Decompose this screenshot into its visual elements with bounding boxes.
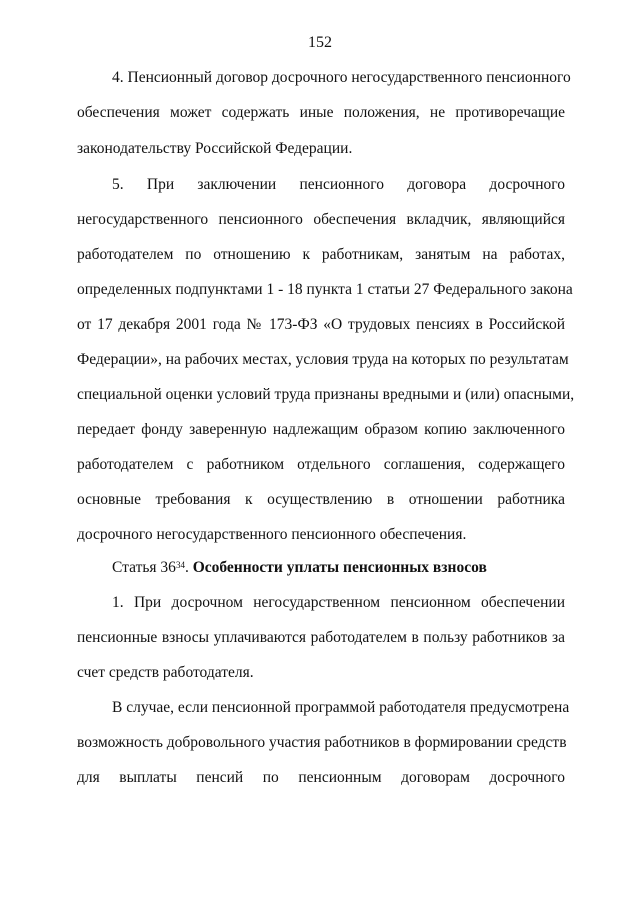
paragraph-case-line-2: возможность добровольного участия работников в формировании средств: [77, 734, 567, 751]
paragraph-4-line-2: обеспечения может содержать иные положения, не противоречащие: [77, 104, 565, 121]
paragraph-5-line-5: от 17 декабря 2001 года № 173-ФЗ «О трудовых пенсиях в Российской: [77, 316, 565, 333]
page-number: 152: [308, 34, 332, 51]
paragraph-5-line-10: основные требования к осуществлению в отношении работника: [77, 491, 565, 508]
paragraph-5-line-2: негосударственного пенсионного обеспечения вкладчик, являющийся: [77, 211, 565, 228]
paragraph-case-line-3: для выплаты пенсий по пенсионным договорам досрочного: [77, 769, 565, 786]
paragraph-5-line-11: досрочного негосударственного пенсионного обеспечения.: [77, 526, 467, 543]
paragraph-5-line-9: работодателем с работником отдельного соглашения, содержащего: [77, 456, 565, 473]
paragraph-5-line-1: 5. При заключении пенсионного договора досрочного: [112, 176, 565, 193]
paragraph-1-line-3: счет средств работодателя.: [77, 664, 254, 681]
article-heading-prefix: Статья 36: [112, 559, 176, 576]
paragraph-1-line-1: 1. При досрочном негосударственном пенсионном обеспечении: [112, 594, 565, 611]
paragraph-5-line-6: Федерации», на рабочих местах, условия труда на которых по результатам: [77, 351, 569, 368]
paragraph-5-line-7: специальной оценки условий труда признаны вредными и (или) опасными,: [77, 386, 575, 403]
paragraph-case-line-1: В случае, если пенсионной программой работодателя предусмотрена: [112, 699, 570, 716]
article-heading: [112, 558, 565, 578]
paragraph-5-line-4: определенных подпунктами 1 - 18 пункта 1 статьи 27 Федерального закона: [77, 281, 573, 298]
article-heading-superscript: 34: [175, 560, 185, 570]
article-heading-title: Особенности уплаты пенсионных взносов: [192, 559, 487, 576]
paragraph-4-line-1: 4. Пенсионный договор досрочного негосударственного пенсионного: [112, 69, 571, 86]
paragraph-1-line-2: пенсионные взносы уплачиваются работодателем в пользу работников за: [77, 629, 565, 646]
paragraph-5-line-3: работодателем по отношению к работникам, занятым на работах,: [77, 246, 565, 263]
paragraph-4-line-3: законодательству Российской Федерации.: [77, 140, 353, 157]
article-heading-dot: .: [184, 559, 189, 576]
paragraph-5-line-8: передает фонду заверенную надлежащим образом копию заключенного: [77, 421, 565, 438]
